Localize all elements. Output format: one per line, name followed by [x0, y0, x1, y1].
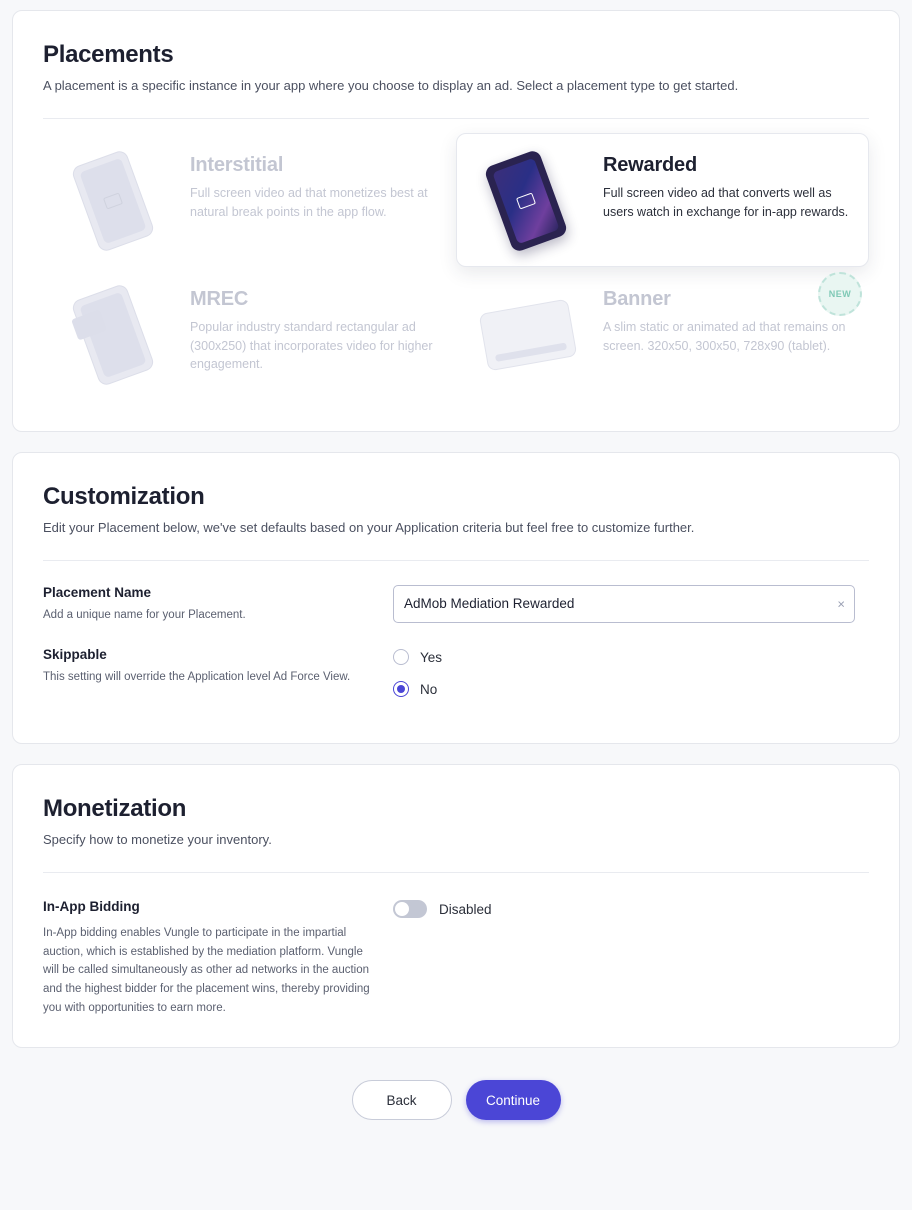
- phone-icon: [483, 149, 568, 253]
- skippable-row: [43, 647, 869, 713]
- new-badge: NEW: [818, 272, 862, 316]
- skippable-option-no[interactable]: [393, 681, 442, 697]
- mrec-thumbnail: [62, 288, 174, 380]
- monetization-title: Monetization: [43, 795, 187, 823]
- radio-icon[interactable]: [393, 649, 409, 665]
- mrec-text: [190, 288, 437, 374]
- toggle-knob-icon: [395, 902, 409, 916]
- placement-name-row: [43, 585, 869, 624]
- in-app-bidding-toggle-wrap: [393, 899, 492, 918]
- placements-title: Placements: [43, 41, 174, 68]
- tablet-icon: [479, 298, 578, 371]
- placement-name-label: Placement Name: [43, 584, 152, 600]
- placements-divider: [43, 118, 869, 119]
- interstitial-text: [190, 154, 437, 222]
- in-app-bidding-row: [43, 899, 869, 1017]
- placement-name-label-group: [43, 585, 393, 624]
- interstitial-thumbnail: [62, 154, 174, 246]
- placement-option-rewarded[interactable]: [456, 133, 869, 267]
- placement-description: Full screen video ad that converts well as users watch in exchange for in-app rewards.: [603, 185, 849, 219]
- wizard-footer: [12, 1068, 900, 1126]
- skippable-hint: This setting will override the Application level Ad Force View.: [43, 671, 351, 684]
- skippable-radio-group: [393, 647, 442, 713]
- placements-subtitle: A placement is a specific instance in your app where you choose to display an ad. Select a placement type to get started.: [43, 78, 739, 93]
- banner-text: [603, 288, 850, 356]
- placement-title: Banner: [603, 287, 671, 310]
- skippable-option-no-label: No: [420, 681, 438, 697]
- rewarded-thumbnail: [475, 154, 587, 246]
- placement-name-hint: Add a unique name for your Placement.: [43, 608, 246, 621]
- radio-icon[interactable]: [393, 681, 409, 697]
- in-app-bidding-description: In-App bidding enables Vungle to participate in the impartial auction, which is established by the mediation platform. Vungle will be called simultaneously as other ad networks in the auction and the highest bidder for the placement wins, thereby providing you with opportunities to earn more.: [43, 927, 370, 1014]
- placement-title: Interstitial: [190, 153, 284, 176]
- skippable-label: Skippable: [43, 647, 107, 663]
- placement-option-interstitial[interactable]: [43, 133, 456, 267]
- placement-type-grid: [43, 133, 869, 401]
- banner-bar-icon: [495, 342, 567, 361]
- skippable-option-yes[interactable]: [393, 649, 442, 665]
- skippable-option-yes-label: Yes: [420, 649, 443, 665]
- placement-name-input-wrap: [393, 585, 855, 623]
- placement-option-banner[interactable]: [456, 267, 869, 401]
- skippable-label-group: [43, 647, 393, 686]
- in-app-bidding-state-label: Disabled: [439, 901, 492, 917]
- placement-option-mrec[interactable]: [43, 267, 456, 401]
- phone-icon: [70, 149, 155, 253]
- customization-card: [12, 452, 900, 745]
- back-button[interactable]: Back: [352, 1080, 452, 1120]
- placement-title: MREC: [190, 287, 249, 310]
- placements-card: [12, 10, 900, 432]
- monetization-card: [12, 764, 900, 1048]
- placement-description: A slim static or animated ad that remains on screen. 320x50, 300x50, 728x90 (tablet).: [603, 319, 846, 353]
- clear-icon[interactable]: ×: [837, 596, 845, 612]
- monetization-subtitle: Specify how to monetize your inventory.: [43, 832, 272, 848]
- in-app-bidding-label: In-App Bidding: [43, 899, 140, 915]
- placement-description: Popular industry standard rectangular ad (300x250) that incorporates video for higher engagement.: [190, 319, 433, 372]
- in-app-bidding-label-group: [43, 899, 393, 1017]
- placement-title: Rewarded: [603, 153, 697, 176]
- customization-divider: [43, 560, 869, 561]
- customization-title: Customization: [43, 482, 205, 510]
- continue-button[interactable]: Continue: [466, 1080, 561, 1120]
- in-app-bidding-toggle[interactable]: [393, 900, 427, 918]
- placement-name-input[interactable]: [393, 585, 855, 623]
- rewarded-text: [603, 154, 850, 222]
- placement-description: Full screen video ad that monetizes best at natural break points in the app flow.: [190, 185, 428, 219]
- monetization-divider: [43, 872, 869, 873]
- banner-thumbnail: [475, 288, 587, 380]
- customization-subtitle: Edit your Placement below, we've set defaults based on your Application criteria but feel free to customize further.: [43, 519, 695, 535]
